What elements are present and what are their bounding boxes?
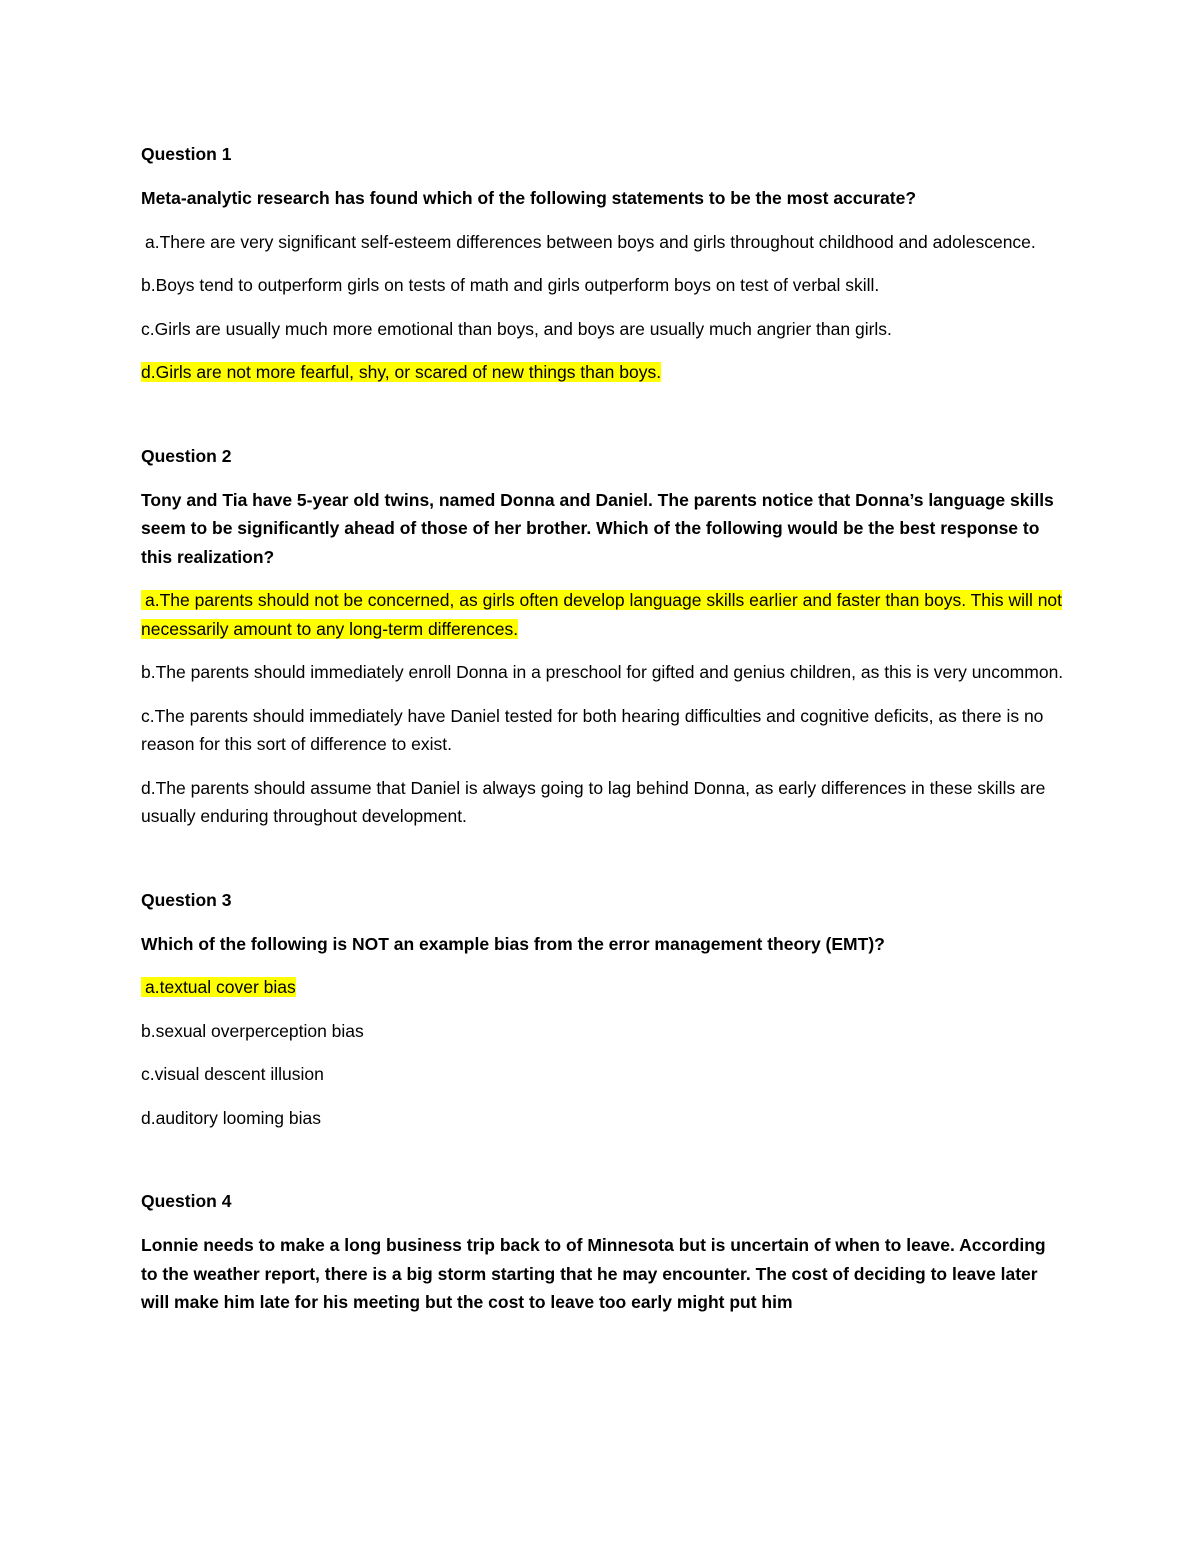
question-4: [141, 1187, 1066, 1317]
question-title: Question 1: [141, 144, 232, 164]
question-1: [141, 140, 1066, 387]
option-b: b.Boys tend to outperform girls on tests of math and girls outperform boys on test of verbal skill.: [141, 275, 880, 295]
option-a: a.There are very significant self-esteem differences between boys and girls throughout childhood and adolescence.: [145, 231, 1036, 252]
option-d: d.The parents should assume that Daniel is always going to lag behind Donna, as early differences in these skills are usually enduring throughout development.: [141, 777, 1046, 826]
question-stem: Tony and Tia have 5-year old twins, named Donna and Daniel. The parents notice that Donna’s language skills seem to be significantly ahead of those of her brother. Which of the following would be the best response to this realization?: [141, 489, 1054, 567]
option-b: b.The parents should immediately enroll Donna in a preschool for gifted and genius children, as this is very uncommon.: [141, 662, 1064, 682]
question-3: [141, 886, 1066, 1133]
option-a-highlighted: a.The parents should not be concerned, as girls often develop language skills earlier and faster than boys. This will not necessarily amount to any long-term differences.: [141, 590, 1063, 639]
option-d: d.auditory looming bias: [141, 1107, 321, 1128]
document-page: [141, 140, 1066, 1332]
question-title: Question 4: [141, 1191, 232, 1211]
option-c: c.The parents should immediately have Daniel tested for both hearing difficulties and cognitive deficits, as there is no reason for this sort of difference to exist.: [141, 705, 1044, 754]
question-stem: Lonnie needs to make a long business trip back to of Minnesota but is uncertain of when to leave. According to the weather report, there is a big storm starting that he may encounter. The cost of deciding to leave later will make him late for his meeting but the cost to leave too early might put him: [141, 1235, 1046, 1312]
option-b: b.sexual overperception bias: [141, 1020, 364, 1041]
question-stem: Which of the following is NOT an example bias from the error management theory (EMT)?: [141, 933, 885, 954]
option-a-highlighted: a.textual cover bias: [141, 977, 296, 997]
question-title: Question 3: [141, 889, 232, 910]
question-stem: Meta-analytic research has found which of the following statements to be the most accurate?: [141, 188, 917, 208]
option-d-highlighted: d.Girls are not more fearful, shy, or scared of new things than boys.: [141, 362, 662, 382]
option-c: c.visual descent illusion: [141, 1064, 324, 1084]
option-c: c.Girls are usually much more emotional than boys, and boys are usually much angrier than girls.: [141, 318, 892, 339]
question-title: Question 2: [141, 445, 232, 466]
question-2: [141, 442, 1066, 831]
